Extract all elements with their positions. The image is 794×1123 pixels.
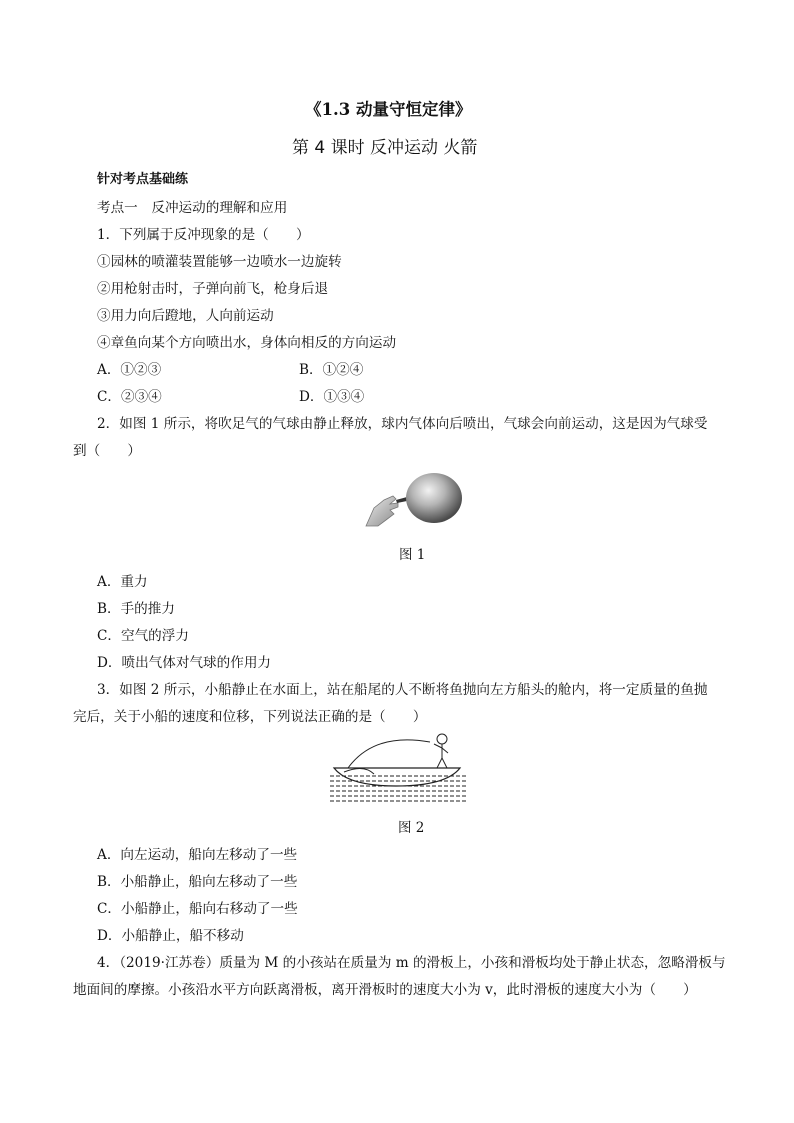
balloon-icon	[406, 473, 462, 523]
q2-option-d: D．喷出气体对气球的作用力	[97, 655, 272, 671]
person-arm	[442, 748, 448, 753]
topic-heading: 考点一 反冲运动的理解和应用	[97, 200, 288, 216]
q2-option-a: A．重力	[97, 574, 148, 590]
document-title: 《1.3 动量守恒定律》	[305, 100, 472, 119]
q3-option-d: D．小船静止，船不移动	[97, 928, 244, 944]
figure2-caption: 图 2	[398, 820, 425, 836]
person-leg	[437, 758, 442, 768]
q1-option-c: C．②③④	[97, 389, 162, 405]
section-heading: 针对考点基础练	[97, 172, 189, 187]
q1-option-a: A．①②③	[97, 362, 162, 378]
q3-stem-line1: 3．如图 2 所示，小船静止在水面上，站在船尾的人不断将鱼抛向左方船头的舱内，将一定质量的鱼抛	[97, 682, 708, 698]
person-arm	[434, 744, 442, 748]
q4-stem-line2: 地面间的摩擦。小孩沿水平方向跃离滑板，离开滑板时的速度大小为 v，此时滑板的速度大小为（ ）	[73, 982, 697, 998]
boat-hull	[334, 768, 460, 786]
q3-stem-line2: 完后，关于小船的速度和位移，下列说法正确的是（ ）	[73, 709, 427, 725]
fish-hold	[344, 768, 374, 774]
q3-option-b: B．小船静止，船向左移动了一些	[97, 874, 298, 890]
q4-stem-line1: 4．（2019·江苏卷）质量为 M 的小孩站在质量为 m 的滑板上，小孩和滑板均处于静止状态，忽略滑板与	[97, 955, 726, 971]
q2-option-c: C．空气的浮力	[97, 628, 189, 644]
lesson-subtitle: 第 4 课时 反冲运动 火箭	[292, 138, 478, 158]
q2-option-b: B．手的推力	[97, 601, 175, 617]
person-head	[437, 734, 447, 744]
fish-trajectory	[348, 740, 430, 768]
q1-option-b: B．①②④	[299, 362, 364, 378]
q2-stem-line1: 2．如图 1 所示，将吹足气的气球由静止释放，球内气体向后喷出，气球会向前运动，这是因为气球受	[97, 416, 708, 432]
q1-stem: 1．下列属于反冲现象的是（ ）	[97, 227, 310, 243]
q1-item: ①园林的喷灌装置能够一边喷水一边旋转	[97, 254, 342, 270]
q2-stem-line2: 到（ ）	[73, 443, 141, 459]
q1-item: ②用枪射击时，子弹向前飞，枪身后退	[97, 281, 329, 297]
balloon-figure	[360, 470, 470, 532]
q3-option-c: C．小船静止，船向右移动了一些	[97, 901, 298, 917]
q1-item: ④章鱼向某个方向喷出水，身体向相反的方向运动	[97, 335, 397, 351]
q1-item: ③用力向后蹬地，人向前运动	[97, 308, 274, 324]
hand-icon	[366, 496, 398, 526]
q3-option-a: A．向左运动，船向左移动了一些	[97, 847, 298, 863]
q1-option-d: D．①③④	[299, 389, 365, 405]
balloon-neck	[396, 497, 407, 503]
boat-figure	[330, 726, 466, 804]
figure1-caption: 图 1	[399, 547, 426, 563]
person-leg	[442, 758, 447, 768]
